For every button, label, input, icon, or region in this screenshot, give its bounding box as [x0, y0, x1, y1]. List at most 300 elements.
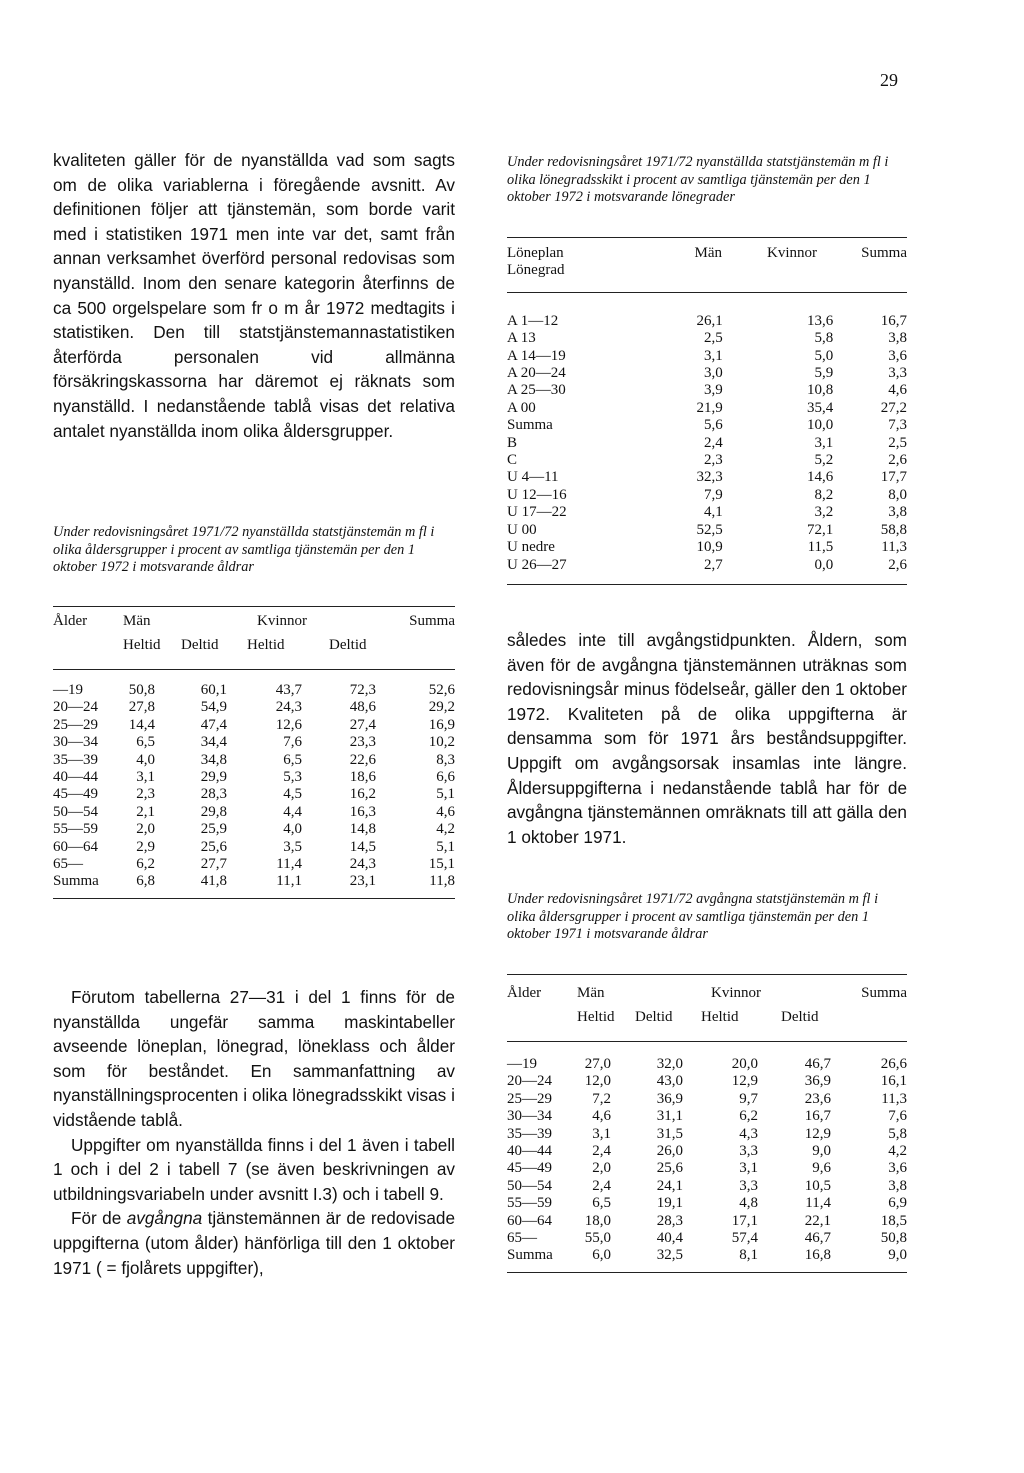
table-row: [507, 1091, 907, 1108]
table2-header: [507, 245, 907, 280]
table1-header-kv-heltid: Heltid: [247, 637, 285, 653]
table3-body: [507, 1056, 907, 1264]
left-paragraph-4-lead: För de: [71, 1208, 127, 1229]
table-cell: 2,9: [136, 838, 155, 855]
table1-grid: [53, 613, 455, 661]
table1-top-rule: [53, 606, 455, 607]
table-row: [507, 417, 907, 434]
left-paragraph-3: Uppgifter om nyanställda finns i del 1 även i tabell 1 och i del 2 i tabell 7 (se även beskrivningen av utbildningsvariabeln under avsnitt I.3) och i tabell 9.: [53, 1134, 455, 1204]
table-row: [53, 786, 455, 803]
table-row: [507, 469, 907, 486]
table-row: [507, 1213, 907, 1230]
table-row: [507, 382, 907, 399]
table-cell: 4,6: [592, 1108, 611, 1125]
table-cell: 18,6: [349, 769, 376, 786]
table-cell: 32,0: [656, 1056, 683, 1072]
table1-header-kv-deltid: Deltid: [329, 637, 367, 653]
table-cell: 3,8: [888, 504, 907, 521]
table-row: [507, 1160, 907, 1177]
table-row: [507, 522, 907, 539]
table-cell: 16,3: [349, 803, 376, 820]
table-cell: U 17—22: [507, 504, 567, 521]
table-cell: 10,9: [696, 539, 723, 556]
table-cell: 31,1: [656, 1108, 683, 1125]
table-cell: 7,6: [888, 1108, 907, 1125]
table-cell: 5,1: [436, 786, 455, 803]
table-cell: 50,8: [128, 682, 155, 698]
table-cell: 4,2: [436, 821, 455, 838]
table-cell: A 00: [507, 399, 536, 416]
table-cell: 0,0: [814, 556, 834, 573]
table-cell: 5,3: [283, 769, 302, 786]
table3-header-summa: Summa: [861, 985, 907, 1001]
table-cell: 7,6: [283, 734, 302, 751]
table-cell: 8,1: [739, 1247, 758, 1264]
table-cell: A 14—19: [507, 347, 566, 364]
table-cell: 9,0: [888, 1247, 907, 1264]
table-cell: 45—49: [507, 1160, 552, 1177]
table-cell: 40,4: [656, 1230, 683, 1247]
table-cell: 22,1: [804, 1212, 831, 1229]
left-paragraph-1: kvaliteten gäller för de nyanställda vad som sagts om de olika variablerna i föregående avsnitt. Av definitionen följer att tjänstemän, som borde varit med i statistiken 1971 men inte var det, samt från annan verksamhet överförd personal redovisas som nyanställd. Inom den senare kategorin återfinns de ca 500 orgelspelare som fr o m år 1972 medtagits i statistiken. Den till statstjänstemannastatistiken återförda personalen vid allmänna försäkringskassorna har däremot ej räknats som nyanställd. I nedanstående tablå visas det relativa antalet nyanställda inom olika åldersgrupper.: [53, 150, 455, 441]
table2-caption: Under redovisningsåret 1971/72 nyanställda statstjänstemän m fl i olika lönegradsskikt i procent av samtliga tjänstemän per den 1 oktober 1972 i motsvarande lönegrader: [507, 154, 889, 206]
table-cell: 2,7: [704, 556, 723, 573]
table-cell: 11,5: [807, 539, 834, 556]
table-row: [507, 348, 907, 365]
table1-header-kvinnor: Kvinnor: [257, 613, 307, 629]
table-cell: 11,3: [881, 539, 907, 556]
table-cell: 8,2: [814, 486, 834, 503]
table-cell: 40—44: [507, 1143, 552, 1160]
table-cell: 34,8: [200, 751, 227, 768]
table-cell: 14,6: [807, 469, 834, 486]
table-cell: 4,2: [888, 1143, 907, 1160]
table-cell: 17,1: [731, 1212, 758, 1229]
table-cell: 16,1: [880, 1073, 907, 1090]
table2-caption-block: [507, 154, 907, 207]
table-cell: 4,5: [283, 786, 302, 803]
table-cell: 4,1: [704, 504, 723, 521]
table-cell: 2,4: [592, 1177, 611, 1194]
table1-header-man-heltid: Heltid: [123, 637, 161, 653]
table-cell: 13,6: [807, 312, 834, 329]
table-cell: 25,9: [200, 821, 227, 838]
table-cell: 11,3: [881, 1090, 907, 1107]
table-cell: 17,7: [880, 469, 907, 486]
table-cell: 40—44: [53, 769, 98, 786]
table-row: [507, 1143, 907, 1160]
table-cell: U nedre: [507, 539, 555, 556]
table-cell: 32,5: [656, 1247, 683, 1264]
table-cell: 25,6: [656, 1160, 683, 1177]
table3-grid: [507, 985, 907, 1033]
table-cell: 65—: [507, 1230, 537, 1247]
table1-header-man-deltid: Deltid: [181, 637, 219, 653]
table-cell: 5,1: [436, 838, 455, 855]
table1-sum-row: [53, 873, 455, 890]
table-cell: 3,3: [739, 1177, 758, 1194]
table-cell: 60—64: [507, 1212, 552, 1229]
table-cell: 2,3: [704, 452, 723, 469]
table-cell: 2,3: [136, 786, 155, 803]
table-cell: 3,8: [888, 330, 907, 347]
table-cell: 23,6: [804, 1090, 831, 1107]
table-cell: 35—39: [53, 751, 98, 768]
table-cell: 8,0: [888, 486, 907, 503]
table-cell: 60—64: [53, 838, 98, 855]
table-cell: 50,8: [880, 1230, 907, 1247]
table-cell: 9,0: [812, 1143, 831, 1160]
table-row: [507, 1108, 907, 1125]
table1-header-man: Män: [123, 613, 151, 629]
table-cell: 12,9: [731, 1073, 758, 1090]
table-cell: 60,1: [200, 682, 227, 698]
table-row: [53, 821, 455, 838]
table-cell: 55,0: [584, 1230, 611, 1247]
table-cell: 6,5: [283, 751, 302, 768]
table-cell: 36,9: [804, 1073, 831, 1090]
table-cell: 2,6: [888, 452, 907, 469]
table-cell: 4,6: [436, 803, 455, 820]
table1-caption-block: [53, 524, 455, 577]
table-row: [507, 365, 907, 382]
table-row: [53, 769, 455, 786]
table-cell: 4,6: [888, 382, 907, 399]
left-paragraph-4: [53, 1206, 455, 1280]
table-row: [507, 435, 907, 452]
table-cell: 55—59: [507, 1195, 552, 1212]
table-cell: 6,9: [888, 1195, 907, 1212]
table-cell: 47,4: [200, 716, 227, 733]
table2-body: [507, 313, 907, 574]
table-cell: 6,5: [592, 1195, 611, 1212]
table3-header-man: Män: [577, 985, 605, 1001]
table-cell: 57,4: [731, 1230, 758, 1247]
table-cell: 15,1: [428, 856, 455, 873]
table3-header-rule: [507, 1041, 907, 1042]
table-cell: 12,0: [584, 1073, 611, 1090]
table-cell: 14,4: [128, 716, 155, 733]
table-cell: 4,4: [283, 803, 302, 820]
table-cell: 4,3: [739, 1125, 758, 1142]
table-cell: 35—39: [507, 1125, 552, 1142]
table-cell: 10,5: [804, 1177, 831, 1194]
table-cell: 27,0: [584, 1056, 611, 1072]
table1-header-summa: Summa: [409, 613, 455, 629]
table-cell: A 13: [507, 330, 536, 347]
table-cell: 16,8: [804, 1247, 831, 1264]
table-cell: 11,4: [805, 1195, 831, 1212]
table-cell: 23,3: [349, 734, 376, 751]
table3-header-man-heltid: Heltid: [577, 1009, 615, 1025]
table-cell: 6,2: [739, 1108, 758, 1125]
table-cell: 16,7: [880, 312, 907, 329]
table-cell: 3,1: [704, 347, 723, 364]
table-cell: 2,1: [136, 803, 155, 820]
table1-bottom-rule: [53, 898, 455, 899]
table3-header-man-deltid: Deltid: [635, 1009, 673, 1025]
table-row: [507, 504, 907, 521]
table-cell: 10,2: [428, 734, 455, 751]
table-cell: Summa: [507, 1247, 553, 1264]
table-cell: 18,5: [880, 1212, 907, 1229]
table-cell: 30—34: [507, 1108, 552, 1125]
table-cell: 3,1: [592, 1125, 611, 1142]
table-row: [53, 699, 455, 716]
table-cell: Summa: [507, 417, 553, 434]
table-cell: 2,4: [592, 1143, 611, 1160]
table-cell: 4,0: [136, 751, 155, 768]
table-cell: A 20—24: [507, 365, 566, 382]
table-cell: 11,8: [429, 873, 455, 890]
table-row: [507, 400, 907, 417]
table-cell: 11,4: [276, 856, 302, 873]
table-cell: 35,4: [807, 399, 834, 416]
table-cell: 65—: [53, 856, 83, 873]
table-cell: 20—24: [53, 699, 98, 716]
table-cell: 54,9: [200, 699, 227, 716]
table-cell: 5,2: [814, 452, 834, 469]
table-cell: A 1—12: [507, 312, 559, 329]
left-paragraph-4-rest: tjänstemännen är de redovisade uppgifterna (utom ålder) hänförliga till den 1 oktober 1971 ( = fjolårets uppgifter),: [53, 1208, 455, 1278]
table-cell: 4,8: [739, 1195, 758, 1212]
table-cell: B: [507, 434, 518, 451]
table-row: [507, 1230, 907, 1247]
table-row: [53, 856, 455, 873]
table-cell: 3,6: [888, 347, 907, 364]
table-row: [507, 313, 907, 330]
table-cell: 14,8: [349, 821, 376, 838]
table-row: [507, 557, 907, 574]
table-row: [507, 1178, 907, 1195]
table-cell: 6,0: [592, 1247, 611, 1264]
table-cell: 14,5: [349, 838, 376, 855]
right-paragraph-1-block: [507, 628, 907, 849]
table-cell: 24,3: [349, 856, 376, 873]
table-cell: 5,6: [704, 417, 723, 434]
table-cell: 19,1: [656, 1195, 683, 1212]
table-cell: 50—54: [53, 803, 98, 820]
table2-header-lonegrad: Lönegrad: [507, 262, 565, 279]
table2-header-kvinnor: Kvinnor: [767, 245, 817, 261]
table-cell: 3,8: [888, 1177, 907, 1194]
table-cell: —19: [53, 682, 83, 698]
table2-header-summa: Summa: [861, 245, 907, 261]
table-cell: —19: [507, 1056, 537, 1072]
table-cell: 28,3: [200, 786, 227, 803]
left-paragraph-4-emphasis: avgångna: [126, 1208, 203, 1229]
table-cell: 3,3: [888, 365, 907, 382]
table-cell: 10,8: [807, 382, 834, 399]
table2-header-loneplan: Löneplan: [507, 245, 564, 261]
table-cell: 48,6: [349, 699, 376, 716]
table-cell: 21,9: [696, 399, 723, 416]
table3-header-kvinnor: Kvinnor: [711, 985, 761, 1001]
table-cell: 3,1: [739, 1160, 758, 1177]
table-cell: 43,0: [656, 1073, 683, 1090]
table-cell: 26,1: [696, 312, 723, 329]
table-cell: 32,3: [696, 469, 723, 486]
table-cell: 27,8: [128, 699, 155, 716]
table-cell: 11,1: [276, 873, 302, 890]
table-row: [507, 1073, 907, 1090]
table-cell: 5,8: [888, 1125, 907, 1142]
table-cell: 16,2: [349, 786, 376, 803]
table3-header-alder: Ålder: [507, 985, 542, 1001]
table1-caption: Under redovisningsåret 1971/72 nyanställda statstjänstemän m fl i olika åldersgrupper i procent av samtliga tjänstemän per den 1 oktober 1972 i motsvarande åldrar: [53, 524, 435, 576]
table-cell: 46,7: [804, 1230, 831, 1247]
table-cell: 2,5: [704, 330, 723, 347]
table-cell: 72,3: [349, 682, 376, 698]
table-cell: 24,1: [656, 1177, 683, 1194]
table-row: [507, 487, 907, 504]
table-cell: 3,9: [704, 382, 723, 399]
table-cell: 10,0: [807, 417, 834, 434]
table-cell: 2,6: [888, 556, 907, 573]
left-paragraph-1-block: [53, 148, 455, 443]
table-cell: 6,6: [436, 769, 455, 786]
table-cell: 7,2: [592, 1090, 611, 1107]
table-cell: 5,8: [814, 330, 834, 347]
table2-header-man: Män: [694, 245, 722, 261]
table-cell: 2,0: [136, 821, 155, 838]
table2: [507, 237, 907, 585]
table-cell: 52,6: [428, 682, 455, 698]
table-cell: 41,8: [200, 873, 227, 890]
left-paragraph-2: Förutom tabellerna 27—31 i del 1 finns för de nyanställda ungefär samma maskintabeller avseende löneplan, lönegrad, löneklass och ålder som för beståndet. En sammanfattning av nyanställningsprocenten i olika lönegradsskikt visas i vidstående tablå.: [53, 987, 455, 1130]
table-cell: 43,7: [275, 682, 302, 698]
table3-top-rule: [507, 974, 907, 975]
table-cell: 9,7: [739, 1090, 758, 1107]
table-cell: 16,9: [428, 716, 455, 733]
table-cell: 28,3: [656, 1212, 683, 1229]
table-cell: 6,2: [136, 856, 155, 873]
table-row: [507, 1126, 907, 1143]
table-cell: 26,0: [656, 1143, 683, 1160]
page-number: 29: [880, 70, 898, 90]
table3-sum-row: [507, 1247, 907, 1264]
table-cell: 9,6: [812, 1160, 831, 1177]
table-cell: 2,5: [888, 434, 907, 451]
table-cell: 20—24: [507, 1073, 552, 1090]
table-row: [53, 839, 455, 856]
table3-caption-block: [507, 891, 907, 944]
table-cell: 18,0: [584, 1212, 611, 1229]
left-lower-text: [53, 985, 455, 1280]
table-row: [507, 330, 907, 347]
table-cell: 3,2: [814, 504, 834, 521]
table-cell: A 25—30: [507, 382, 566, 399]
table-cell: 25—29: [53, 716, 98, 733]
table-cell: U 4—11: [507, 469, 559, 486]
table-cell: 55—59: [53, 821, 98, 838]
table-cell: 29,8: [200, 803, 227, 820]
table-cell: 12,9: [804, 1125, 831, 1142]
table-row: [507, 452, 907, 469]
table1: [53, 606, 455, 899]
table-cell: 16,7: [804, 1108, 831, 1125]
table-cell: 3,1: [814, 434, 834, 451]
table2-header-rule: [507, 292, 907, 293]
table2-top-rule: [507, 237, 907, 238]
table1-header-alder: Ålder: [53, 613, 88, 629]
table-cell: 12,6: [275, 716, 302, 733]
table-cell: 5,9: [814, 365, 834, 382]
table-cell: U 00: [507, 521, 537, 538]
table-cell: 3,6: [888, 1160, 907, 1177]
table-row: [507, 1195, 907, 1212]
table-cell: 25,6: [200, 838, 227, 855]
table-row: [507, 1056, 907, 1073]
table-cell: 7,3: [888, 417, 907, 434]
table-row: [53, 752, 455, 769]
table-cell: 29,9: [200, 769, 227, 786]
table-row: [507, 539, 907, 556]
right-paragraph-1: således inte till avgångstidpunkten. Åldern, som även för de avgångna tjänstemännen uträknas som redovisningsår minus födelseår, gäller den 1 oktober 1972. Kvaliteten på de olika uppgifterna är densamma som för 1971 års beståndsuppgifter. Uppgift om avgångsorsak insamlas inte längre. Åldersuppgifterna i nedanstående tablå har för de avgångna tjänstemännen omräknats till att gälla den 1 oktober 1971.: [507, 630, 907, 847]
table-cell: 22,6: [349, 751, 376, 768]
table-cell: 3,0: [704, 365, 723, 382]
table-cell: 30—34: [53, 734, 98, 751]
table1-body: [53, 682, 455, 890]
table-cell: 6,8: [136, 873, 155, 890]
table-cell: 20,0: [731, 1056, 758, 1072]
table-cell: 3,5: [283, 838, 302, 855]
table-cell: 27,7: [200, 856, 227, 873]
table3: [507, 974, 907, 1273]
table-cell: 7,9: [704, 486, 723, 503]
table1-header-rule: [53, 669, 455, 670]
table-cell: 2,0: [592, 1160, 611, 1177]
table-cell: 27,2: [880, 399, 907, 416]
table-cell: 3,3: [739, 1143, 758, 1160]
table-cell: 6,5: [136, 734, 155, 751]
table-row: [53, 804, 455, 821]
table-cell: U 12—16: [507, 486, 567, 503]
table-cell: 29,2: [428, 699, 455, 716]
table-cell: 2,4: [704, 434, 723, 451]
table3-header-kv-heltid: Heltid: [701, 1009, 739, 1025]
table-row: [53, 682, 455, 699]
table-cell: 36,9: [656, 1090, 683, 1107]
table-cell: 27,4: [349, 716, 376, 733]
table-cell: 31,5: [656, 1125, 683, 1142]
table-cell: 45—49: [53, 786, 98, 803]
table-cell: 26,6: [880, 1056, 907, 1072]
table-row: [53, 734, 455, 751]
table-cell: C: [507, 452, 518, 469]
table-cell: 23,1: [349, 873, 376, 890]
table-cell: 58,8: [880, 521, 907, 538]
table-cell: 46,7: [804, 1056, 831, 1072]
table3-header-kv-deltid: Deltid: [781, 1009, 819, 1025]
table-cell: 3,1: [136, 769, 155, 786]
table-cell: U 26—27: [507, 556, 567, 573]
table-cell: 25—29: [507, 1090, 552, 1107]
table-cell: 34,4: [200, 734, 227, 751]
table-cell: 72,1: [807, 521, 834, 538]
table-cell: Summa: [53, 873, 99, 890]
table-cell: 5,0: [814, 347, 834, 364]
table-cell: 52,5: [696, 521, 723, 538]
table-cell: 4,0: [283, 821, 302, 838]
table-row: [53, 717, 455, 734]
table3-caption: Under redovisningsåret 1971/72 avgångna statstjänstemän m fl i olika åldersgrupper i procent av samtliga tjänstemän per den 1 oktober 1971 i motsvarande åldrar: [507, 891, 879, 943]
table3-bottom-rule: [507, 1272, 907, 1273]
table2-bottom-rule: [507, 584, 907, 585]
table-cell: 50—54: [507, 1177, 552, 1194]
table-cell: 8,3: [436, 751, 455, 768]
table-cell: 24,3: [275, 699, 302, 716]
